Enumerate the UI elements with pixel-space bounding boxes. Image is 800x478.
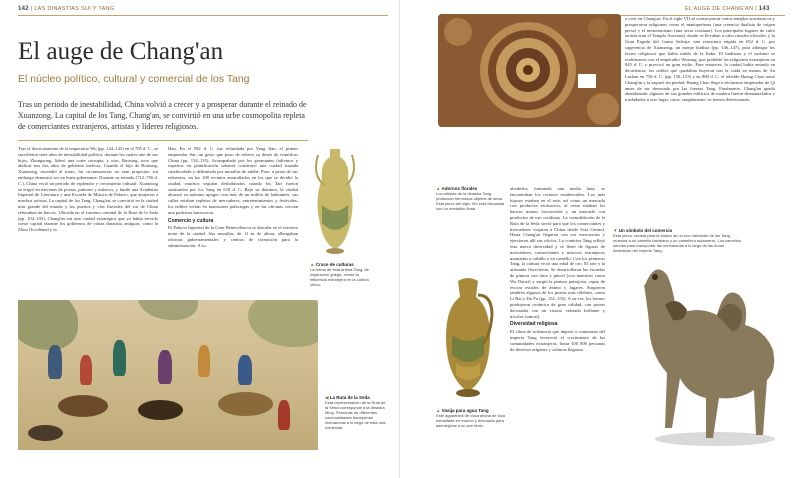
right-page bbox=[400, 0, 800, 478]
left-header-rule bbox=[18, 15, 388, 16]
silk-panel-image bbox=[438, 14, 621, 127]
body-column-2-text-a: Han. En el 582 d. C. fue refundada por Yang Jian, el primer emperador Sui, un gesto que puso de relieve su deseo de reunificar China (pp. 134–135). Acompañado por los geomantes (adivinos y expertos en planificación urbana) construyó una ciudad trazada cuadriculada y delimitada por murallas de adobe. Pero, a pesar de sus esfuerzos, en los 108 recintos amurallados en los que se dividió la ciudad, muchos seguían deshabitados cuando los Tari fueron sustituidos por los Tang en 618 d. C. Bajo su dominio, la ciudad alcanzó su máximo apogeo con más de un millón de habitantes, sus calles estaban repletas de mercaderes, entretenimientos y festivales; los nobles vivían en mansiones palaciegas y en las oficinas crecían una poderosa burocracia. bbox=[168, 146, 298, 215]
silk-road-painting bbox=[18, 300, 318, 450]
phoenix-jug-image bbox=[438, 275, 498, 400]
caption-jug: ▲ Vasija para agua Tang Este aguamanil de boca ancha de loza esmaltada en marrón y decorada para asemejarse a un ave fénix. bbox=[436, 408, 505, 428]
page-title: El auge de Chang'an bbox=[18, 38, 224, 65]
body-column-2 bbox=[168, 146, 298, 249]
caption-camel: ▼ Un símbolo del comercio Esta pieza, creada para la tumba de un rico mercader de los Tang, muestra a un camello bactriano y un camellero sufarnerro. Los camellos servían para transportar las mercancías a lo largo de las duras desérticas del imperio Tang. bbox=[613, 228, 741, 253]
body-column-4: a vivir en Chang'an. En el siglo VII se construyeron varios templos zoroástricos y prosperaron religiones como el maniqueísmo (una creencia dualista de origen persa) y el nestorianismo (una secta cristiana). Los principales lugares de culto taoísta eran el Templo Ancestral, donde se llevaban a cabo rituales oficiales, y la Gran Pagoda del Ganso Salvaje, una estructura erigida en 652 d. C. por sugerencia de Xuanzang, un monje budista (pp. 146–147), para albergar los textos religiosos que había traído de la India. El budismo y el taoísmo se reafirmaron con el emperador Wuzong, que prohibió las religiones extranjeras en 845 d. C. y provocó un gran exilio. Para entonces, la ciudad había entrado en decadencia; los nobles que quedaban huyeron tras la caída en manos de An Lushan en 756 d. C. (pp. 150–153) y en 880 d. C. el rebelde Huang Chao tomó Chang'an y la saqueó sin piedad. Huang Chao llegó a declararse emperador de Qi antes de ser derrotado por las fuerzas Tang. Finalmente, Chang'an quedó abandonada: algunos de sus grandes edificios de madera fueron desmantelados y trasladados a otro lugar; otros, simplemente, se fueron deteriorando. bbox=[625, 16, 776, 103]
caption-jug-text: Este aguamanil de boca ancha de loza esmaltada en marrón y decorada para asemejarse a un ave fénix. bbox=[436, 413, 505, 428]
camel-figure-image bbox=[625, 245, 795, 445]
left-running-head: LAS DINASTÍAS SUI Y TANG bbox=[34, 6, 115, 12]
caption-amphora: ▲ Cruce de culturas La forma de esta ánfora Tang, de inspiración griega, revela la influencia extranjera en la cultura china. bbox=[310, 262, 369, 287]
body-column-3-text-b: El clima de tolerancia que imperó a comienzos del imperio Tang favoreció el crecimiento de las comunidades extranjeras; hasta 100 000 personas de diversos orígenes y culturas llegaron bbox=[510, 329, 605, 352]
caption-panel: ▲ Adornos florales Los artistas de la dinastía Tang producían hermosos objetos de seda. Esta pieza del siglo XIII está decorada con un medallón floral. bbox=[436, 186, 505, 211]
caption-camel-head: Un símbolo del comercio bbox=[618, 228, 673, 233]
right-page-number: 143 bbox=[758, 6, 770, 12]
floral-medallion bbox=[438, 14, 621, 127]
body-column-2-text-b: El Palacio Imperial de la Gran Benevolencia se ubicaba en el extremo norte de la ciudad. Sus murallas, de 11 m de altura, albergaban oficinas gubernamentales y centros de formación para la administración. A su bbox=[168, 225, 298, 248]
caption-camel-text: Esta pieza, creada para la tumba de un rico mercader de los Tang, muestra a un camello bactriano y un camellero sufarnerro. Los camellos servían para transportar las mercancías a lo largo de las duras desérticas del imperio Tang. bbox=[613, 233, 741, 253]
body-column-1: Tras el derrocamiento de la emperatriz Wu (pp. 144–145) en el 705 d. C., se sucedieron siete años de inestabilidad política, durante los cuales uno de sus hijos, Zhongzong, lideró una corte corrupta, y otro, Ruizong, tuvo que abdicar tras dos años de gobierno ineficaz. Cuando el hijo de Ruizong, Xuanzong, ascendió al trono, las circunstancias no eran propicias; sin embargo demostró ser un buen gobernante. Durante su reinado (712–756 d. C.), China vivió un periodo de esplendor y crecimiento cultural. Xuanzong se erigió en mecenas de poetas, pintores y músicos, y fundó una Academia Imperial de Literatura y una Escuela de Música de Palacio, que atrajeron a muchos artistas. La capital de los Tang, Chang'an, se convirtió en la ciudad más grande del mundo y los puertos y vías fluviales del sur de China rebosaban de barcos. Ubicada en el extremo oriental de la Ruta de la Seda (pp. 102–103), Chang'an era una ciudad estratégica que ya había servido como capital durante los gobiernos de varias dinastías antiguas, como la Zhou Occidental y la bbox=[18, 146, 158, 233]
intro-rule bbox=[18, 140, 308, 141]
caption-panel-text: Los artistas de la dinastía Tang producían hermosos objetos de seda. Esta pieza del siglo XIII está decorada con un medallón floral. bbox=[436, 191, 505, 211]
caption-painting-text: Esta representación de la Ruta de la Seda corresponde a la dinastía Ming. Personas de diferentes nacionalidades transportan mercancías a lo largo de esta ruta comercial. bbox=[325, 400, 386, 430]
right-running-head: EL AUGE DE CHANG'AN bbox=[685, 6, 754, 12]
right-folio: EL AUGE DE CHANG'AN | 143 bbox=[685, 6, 770, 12]
caption-painting-head: La Ruta de la Seda bbox=[329, 395, 370, 400]
caption-amphora-head: Cruce de culturas bbox=[315, 262, 354, 267]
body-column-3-text: alrededor, formando una media luna, se encontraban los recintos residenciales. Los más lujosos estaban en el este, así como un mercado con productos exclusivos; al oeste estaban los barrios menos favorecidos y un mercado con productos de uso cotidiano. La consolidación de la Ruta de la Seda sirvió para que los comerciantes y mercaderes viajaran a China desde Asia Central. Hasta Chang'an llegaron con sus mercancías y ejercieron allí sus oficios. La comitiva Tang reflejó esta nueva diversidad y se llenó de figuras de mercaderes, comerciantes y músicos extranjeros montados a caballo o en camello. Con los primeros Tang, la cultura vivió una edad de oro. El arte y la artesanía florecieron. Se desarrollaron las escuelas de pintura con tinta y pincel (con maestros como Wu Daozi) y surgió la pintura paisajista, capaz de evocar estados de ánimo y lugares. Surgieron también algunos de los poetas más célebres, como Li Bai y Du Fu (pp. 154–155). A su vez, los hornos produjeron cerámica de gran calidad, con piezas decoradas con un vistoso vidriado brillante y tricolor (sancai). bbox=[510, 186, 605, 319]
page-subtitle: El núcleo político, cultural y comercial de los Tang bbox=[18, 73, 250, 85]
left-folio: 142 | LAS DINASTÍAS SUI Y TANG bbox=[18, 6, 115, 12]
caption-jug-head: Vasija para agua Tang bbox=[441, 408, 489, 413]
caption-panel-head: Adornos florales bbox=[441, 186, 478, 191]
subheading-diversidad: Diversidad religiosa bbox=[510, 321, 558, 328]
intro-paragraph: Tras un periodo de inestabilidad, China volvió a crecer y a prosperar durante el reinado de Xuanzong. La capital de los Tang, Chang'an, se convirtió en una urbe cosmopolita repleta de comerciantes extranjeros, artistas y líderes religiosos. bbox=[18, 100, 307, 131]
caption-painting: ◀ La Ruta de la Seda Esta representación de la Ruta de la Seda corresponde a la dinastía Ming. Personas de diferentes nacionalidades transportan mercancías a lo largo de esta ruta comercial. bbox=[325, 395, 386, 430]
caption-amphora-text: La forma de esta ánfora Tang, de inspiración griega, revela la influencia extranjera en la cultura china. bbox=[310, 267, 369, 287]
left-page-number: 142 bbox=[18, 6, 29, 12]
subheading-comercio: Comercio y cultura bbox=[168, 217, 214, 224]
body-column-3 bbox=[510, 186, 605, 352]
amphora-image bbox=[310, 145, 360, 257]
